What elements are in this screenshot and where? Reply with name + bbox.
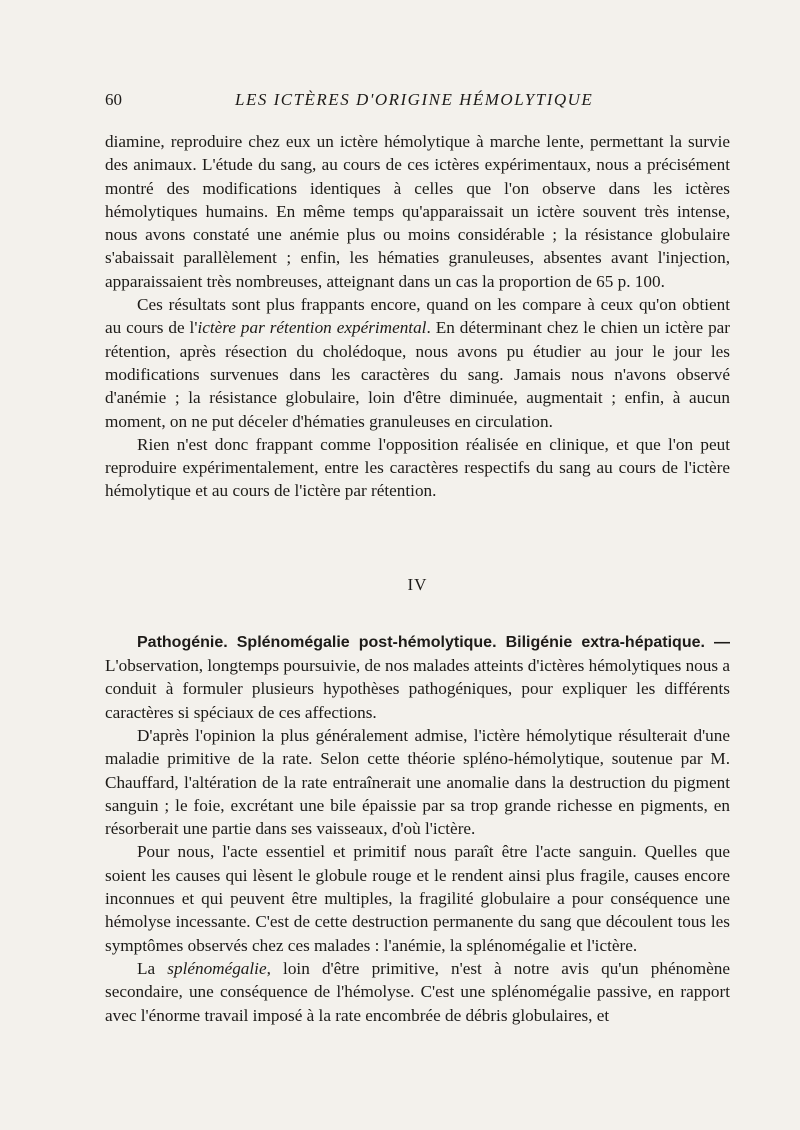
paragraph-6: Pour nous, l'acte essentiel et primitif nous paraît être l'acte sanguin. Quelles que soient les causes qui lèsent le globule rouge et le rendent ainsi plus fragile, causes encore inconnues et qui peuvent être multiples, la fragilité globulaire a pour conséquence une hémolyse incessante. C'est de cette destruction permanente du sang que découlent tous les symptômes observés chez ces malades : l'anémie, la splénomégalie et l'ictère. <box>105 842 730 955</box>
paragraph-7-text-b: , loin d'être primitive, n'est à notre avis qu'un phénomène secondaire, une conséquence de l'hémolyse. C'est une splénomégalie passive, en rapport avec l'énorme travail imposé à la rate encombrée de débris globulaires, et <box>105 958 730 1025</box>
paragraph-4 <box>105 630 730 724</box>
paragraph-4-text: L'observation, longtemps poursuivie, de nos malades atteints d'ictères hémolytiques nous a conduit à formuler plusieurs hypothèses pathogéniques, pour expliquer les différents caractères si spéciaux de ces affections. <box>105 656 730 722</box>
paragraph-7-emphasis: splénomégalie <box>167 958 267 978</box>
page-number: 60 <box>105 90 122 109</box>
paragraph-2-emphasis: ictère par rétention expérimental <box>197 318 427 338</box>
paragraph-3: Rien n'est donc frappant comme l'opposition réalisée en clinique, et que l'on peut reproduire expérimentalement, entre les caractères respectifs du sang au cours de l'ictère hémolytique et au cours de l'ictère par rétention. <box>105 434 730 501</box>
section-number: IV <box>407 574 428 594</box>
paragraph-7-text-a: La <box>137 958 168 978</box>
section-heading: Pathogénie. Splénomégalie post-hémolytique. Biligénie extra-hépatique. — <box>137 633 730 651</box>
paragraph-1: diamine, reproduire chez eux un ictère hémolytique à marche lente, permettant la survie des animaux. L'étude du sang, au cours de ces ictères expérimentaux, nous a précisément montré des modifications identiques à celles que l'on observe dans les ictères hémolytiques humains. En même temps qu'apparaissait un ictère souvent très intense, nous avons constaté une anémie plus ou moins considérable ; la résistance globulaire s'abaissait parallèlement ; enfin, les hématies granuleuses, absentes avant l'injection, apparaissaient très nombreuses, atteignant dans un cas la proportion de 65 p. 100. <box>105 132 730 291</box>
paragraph-2 <box>105 293 730 433</box>
paragraph-5: D'après l'opinion la plus généralement admise, l'ictère hémolytique résulterait d'une maladie primitive de la rate. Selon cette théorie spléno-hémolytique, soutenue par M. Chauffard, l'altération de la rate entraînerait une anomalie dans la destruction du pigment sanguin ; le foie, excrétant une bile épaissie par sa trop grande richesse en pigments, en résorberait une partie dans ses vaisseaux, d'où l'ictère. <box>105 725 730 839</box>
paragraph-2-text-b: . En déterminant chez le chien un ictère par rétention, après résection du cholédoque, nous avons pu étudier au jour le jour les modifications survenues dans les caractères du sang. Jamais nous n'avons observé d'anémie ; la résistance globulaire, loin d'être diminuée, augmentait ; enfin, à aucun moment, on ne put déceler d'hématies granuleuses en circulation. <box>105 318 731 431</box>
running-title: LES ICTÈRES D'ORIGINE HÉMOLYTIQUE <box>235 90 594 109</box>
running-head <box>105 90 730 114</box>
paragraph-7 <box>105 957 730 1027</box>
paragraph-2-text-a: Ces résultats sont plus frappants encore, quand on les compare à ceux qu'on obtient au cours de l' <box>105 295 730 338</box>
